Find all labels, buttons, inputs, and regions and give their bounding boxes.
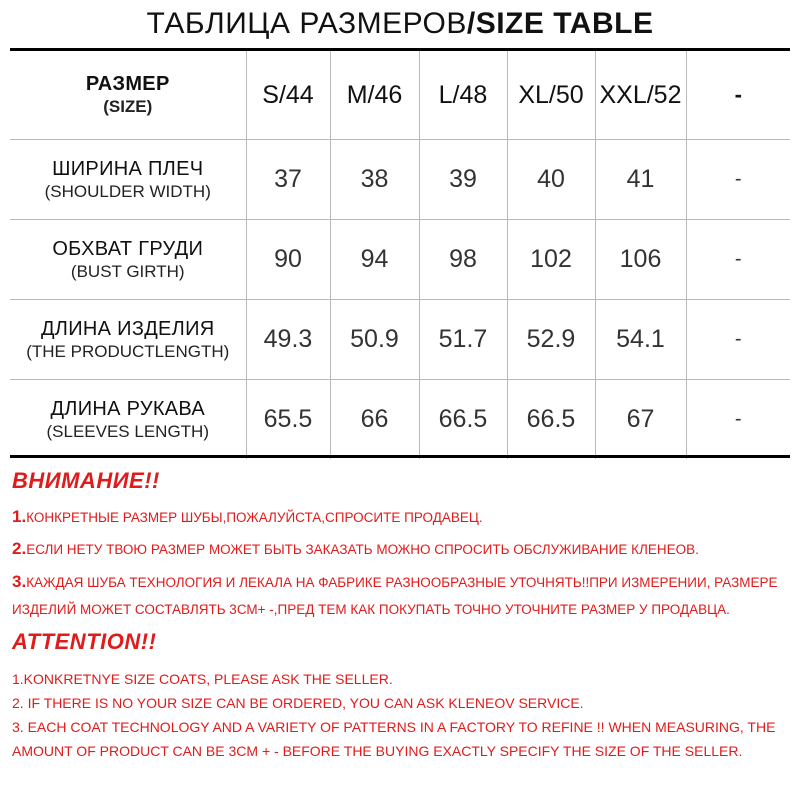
table-cell: 66.5 — [507, 380, 595, 460]
size-col-2: M/46 — [330, 51, 419, 140]
table-cell: 106 — [595, 220, 686, 300]
notice-en-item-1: 1.KONKRETNYE SIZE COATS, PLEASE ASK THE SELLER. — [12, 671, 393, 687]
size-col-3: L/48 — [419, 51, 507, 140]
table-cell: 39 — [419, 140, 507, 220]
row-label-en: (THE PRODUCTLENGTH) — [26, 341, 230, 361]
table-cell: 51.7 — [419, 300, 507, 380]
table-cell: 52.9 — [507, 300, 595, 380]
table-cell: 98 — [419, 220, 507, 300]
table-cell: 38 — [330, 140, 419, 220]
notice-ru-item-number: 2. — [12, 539, 27, 558]
table-row — [10, 300, 790, 380]
header-label-ru: РАЗМЕР — [85, 73, 170, 95]
table-cell: - — [686, 220, 790, 300]
notice-ru-item-text: КОНКРЕТНЫЕ РАЗМЕР ШУБЫ,ПОЖАЛУЙСТА,СПРОСИТЕ ПРОДАВЕЦ. — [26, 510, 483, 525]
table-cell: 41 — [595, 140, 686, 220]
table-cell: 40 — [507, 140, 595, 220]
table-cell: 66.5 — [419, 380, 507, 460]
notice-ru-item-2 — [12, 536, 792, 563]
table-row — [10, 220, 790, 300]
title-separator: / — [466, 7, 476, 40]
table-cell: 67 — [595, 380, 686, 460]
notice-ru-item-1 — [12, 504, 792, 531]
table-cell: 102 — [507, 220, 595, 300]
row-label-en: (SHOULDER WIDTH) — [44, 181, 211, 201]
row-label-cell — [10, 220, 246, 300]
table-cell: 49.3 — [246, 300, 330, 380]
table-cell: 50.9 — [330, 300, 419, 380]
notes-section — [12, 462, 792, 763]
notice-ru-item-text: КАЖДАЯ ШУБА ТЕХНОЛОГИЯ И ЛЕКАЛА НА ФАБРИКЕ РАЗНООБРАЗНЫЕ УТОЧНЯТЬ!!ПРИ ИЗМЕРЕНИИ, РАЗМЕРЕ ИЗДЕЛИЙ МОЖЕТ СОСТАВЛЯТЬ 3СМ+ -,ПРЕД ТЕМ КАК ПОКУПАТЬ ТОЧНО УТОЧНИТЕ РАЗМЕР У ПРОДАВЦА. — [12, 575, 778, 617]
size-col-6: - — [686, 51, 790, 140]
header-label-en: (SIZE) — [103, 97, 153, 116]
notice-en-item-2: 2. IF THERE IS NO YOUR SIZE CAN BE ORDERED, YOU CAN ASK KLENEOV SERVICE. — [12, 695, 584, 711]
row-label-ru: ДЛИНА РУКАВА — [50, 397, 206, 420]
header-label-cell — [10, 51, 246, 140]
row-label-ru: ШИРИНА ПЛЕЧ — [52, 157, 204, 180]
table-cell: 65.5 — [246, 380, 330, 460]
table-row — [10, 380, 790, 460]
notice-en-heading: ATTENTION!! — [12, 629, 157, 654]
table-cell: 66 — [330, 380, 419, 460]
notice-ru-item-number: 1. — [12, 507, 27, 526]
title-ru: ТАБЛИЦА РАЗМЕРОВ — [146, 7, 467, 40]
table-cell: 37 — [246, 140, 330, 220]
table-cell: - — [686, 380, 790, 460]
row-label-en: (SLEEVES LENGTH) — [46, 421, 209, 441]
notice-ru-item-number: 3. — [12, 572, 27, 591]
table-cell: - — [686, 140, 790, 220]
row-label-cell — [10, 300, 246, 380]
table-cell: 90 — [246, 220, 330, 300]
table-cell: - — [686, 300, 790, 380]
size-col-4: XL/50 — [507, 51, 595, 140]
row-label-en: (BUST GIRTH) — [70, 261, 185, 281]
table-row — [10, 140, 790, 220]
title-en: SIZE TABLE — [475, 7, 654, 40]
bottom-rule — [10, 455, 790, 458]
size-col-5: XXL/52 — [595, 51, 686, 140]
table-cell: 54.1 — [595, 300, 686, 380]
notice-en-item-3: 3. EACH COAT TECHNOLOGY AND A VARIETY OF PATTERNS IN A FACTORY TO REFINE !! WHEN MEASURING, THE AMOUNT OF PRODUCT CAN BE 3CM + - BEFORE THE BUYING EXACTLY SPECIFY THE SIZE OF THE SELLER. — [12, 719, 776, 759]
table-cell: 94 — [330, 220, 419, 300]
size-table — [10, 51, 790, 459]
notice-ru-heading: ВНИМАНИЕ!! — [12, 468, 160, 493]
row-label-cell — [10, 140, 246, 220]
notice-ru-item-3 — [12, 568, 792, 623]
row-label-ru: ОБХВАТ ГРУДИ — [52, 237, 204, 260]
page-title — [0, 4, 800, 44]
size-header-row — [10, 51, 790, 140]
row-label-ru: ДЛИНА ИЗДЕЛИЯ — [40, 317, 215, 340]
size-col-1: S/44 — [246, 51, 330, 140]
row-label-cell — [10, 380, 246, 460]
notice-ru-item-text: ЕСЛИ НЕТУ ТВОЮ РАЗМЕР МОЖЕТ БЫТЬ ЗАКАЗАТЬ МОЖНО СПРОСИТЬ ОБСЛУЖИВАНИЕ КЛЕНЕОВ. — [26, 542, 699, 557]
